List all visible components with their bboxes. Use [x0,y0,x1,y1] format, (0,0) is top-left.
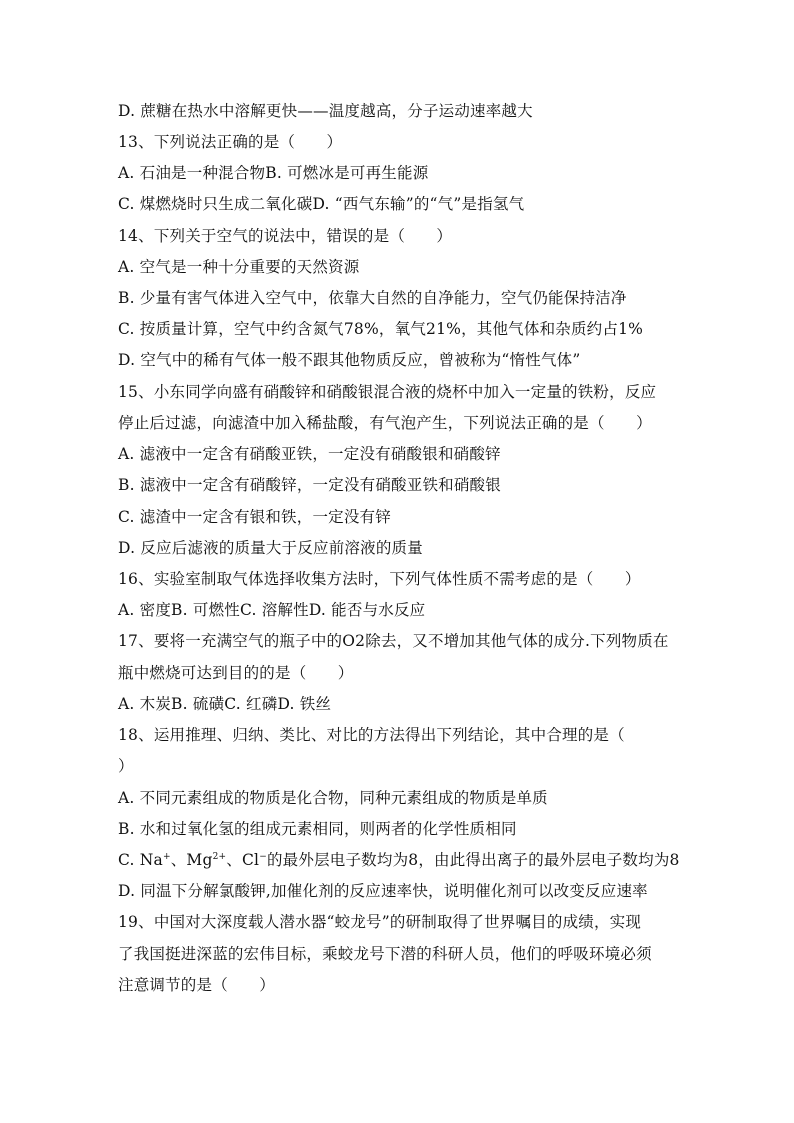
question-13-options-cd: C. 煤燃烧时只生成二氧化碳D. “西气东输”的“气”是指氢气 [118,195,525,213]
ion-charge: 2+ [212,851,227,862]
ion-charge: + [162,851,171,862]
question-16-options: A. 密度B. 可燃性C. 溶解性D. 能否与水反应 [118,601,426,619]
ion-text: 、Cl [226,851,260,869]
question-15-option-c: C. 滤渣中一定含有银和铁，一定没有锌 [118,508,391,526]
question-15-stem: 停止后过滤，向滤渣中加入稀盐酸，有气泡产生，下列说法正确的是（ ） [118,414,652,432]
question-18-option-c [118,848,680,872]
ion-text: 、Mg [170,851,213,869]
question-19-stem: 19、中国对大深度载人潜水器“蛟龙号”的研制取得了世界嘱目的成绩，实现 [118,913,642,931]
text-line: D. 蔗糖在热水中溶解更快——温度越高，分子运动速率越大 [118,102,533,120]
question-17-options: A. 木炭B. 硫磺C. 红磷D. 铁丝 [118,695,332,713]
question-14-option-d: D. 空气中的稀有气体一般不跟其他物质反应，曾被称为“惰性气体” [118,351,581,369]
question-13-options-ab: A. 石油是一种混合物B. 可燃冰是可再生能源 [118,164,429,182]
question-18-stem: ） [118,757,134,775]
question-14-option-b: B. 少量有害气体进入空气中，依靠大自然的自净能力，空气仍能保持洁净 [118,289,627,307]
question-18-option-b: B. 水和过氧化氢的组成元素相同，则两者的化学性质相同 [118,820,517,838]
question-13-stem: 13、下列说法正确的是（ ） [118,133,343,151]
ion-charge: − [259,851,267,862]
question-14-option-c: C. 按质量计算，空气中约含氮气78%，氧气21%，其他气体和杂质约占1% [118,320,644,338]
question-19-stem: 注意调节的是（ ） [118,976,276,994]
question-17-stem: 瓶中燃烧可达到目的的是（ ） [118,664,354,682]
question-14-option-a: A. 空气是一种十分重要的天然资源 [118,258,360,276]
ion-text: C. Na [118,851,163,869]
question-15-option-d: D. 反应后滤液的质量大于反应前溶液的质量 [118,539,423,557]
question-19-stem: 了我国挺进深蓝的宏伟目标，乘蛟龙号下潜的科研人员，他们的呼吸环境必须 [118,945,652,963]
question-18-option-d: D. 同温下分解氯酸钾,加催化剂的反应速率快，说明催化剂可以改变反应速率 [118,882,648,900]
question-18-stem: 18、运用推理、归纳、类比、对比的方法得出下列结论，其中合理的是（ [118,726,625,744]
question-16-stem: 16、实验室制取气体选择收集方法时，下列气体性质不需考虑的是（ ） [118,570,641,588]
question-14-stem: 14、下列关于空气的说法中，错误的是（ ） [118,227,453,245]
question-18-option-a: A. 不同元素组成的物质是化合物，同种元素组成的物质是单质 [118,789,548,807]
question-15-option-a: A. 滤液中一定含有硝酸亚铁，一定没有硝酸银和硝酸锌 [118,445,501,463]
question-15-stem: 15、小东同学向盛有硝酸锌和硝酸银混合液的烧杯中加入一定量的铁粉，反应 [118,383,657,401]
ion-text: 的最外层电子数均为8，由此得出离子的最外层电子数均为8 [266,851,680,869]
question-15-option-b: B. 滤液中一定含有硝酸锌，一定没有硝酸亚铁和硝酸银 [118,476,501,494]
question-17-stem: 17、要将一充满空气的瓶子中的O2除去，又不增加其他气体的成分.下列物质在 [118,632,669,650]
